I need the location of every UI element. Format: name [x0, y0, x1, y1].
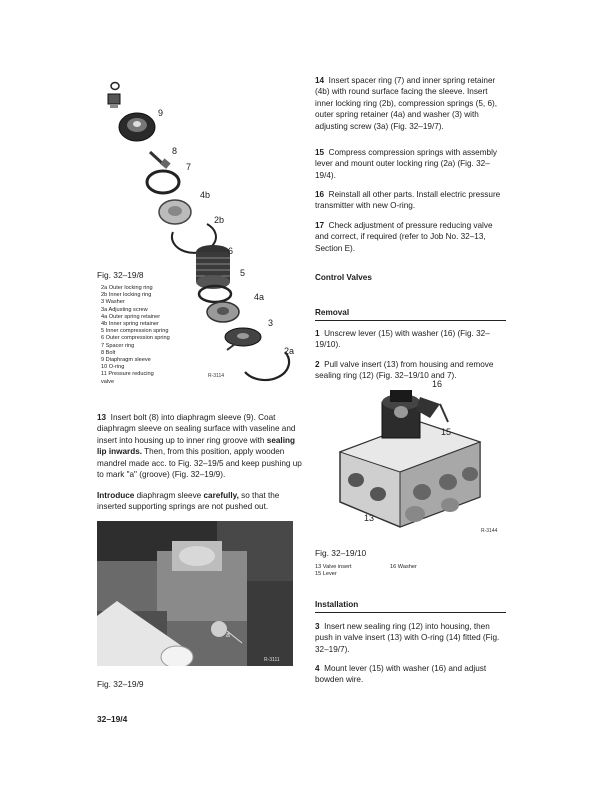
step-13-paragraph: 13 Insert bolt (8) into diaphragm sleeve (9). Coat diaphragm sleeve on sealing surface with vaseline and insert into housing up to inner ring groove with sealing lip inwards. Then, from this position, apply wooden mandrel made acc. to Fig. 32–19/5 and keep pushing up to mark "a" (groove) (Fig. 32–19/9).	[97, 413, 302, 480]
figure-legend-32-19-10-right: 16 Washer	[390, 564, 417, 570]
heading-installation: Installation	[315, 600, 359, 609]
control-valve-illustration	[330, 382, 498, 532]
heading-removal: Removal	[315, 308, 350, 317]
step-1-paragraph: 1 Unscrew lever (15) with washer (16) (Fig. 32–19/10).	[315, 329, 490, 350]
photo-id-r3114: R-3114	[208, 373, 225, 379]
photo-id-r3111: R-3111	[264, 657, 280, 663]
photo-valve-housing	[97, 521, 293, 666]
callout-8: 8	[172, 146, 178, 156]
callout-7: 7	[186, 162, 192, 172]
callout-16: 16	[432, 379, 443, 389]
step-16-paragraph: 16 Reinstall all other parts. Install electric pressure transmitter with new O-ring.	[315, 190, 501, 211]
figure-caption-32-19-9: Fig. 32–19/9	[97, 679, 144, 689]
callout-9: 9	[158, 108, 164, 118]
figure-caption-32-19-8: Fig. 32–19/8	[97, 270, 144, 280]
callout-a: a	[226, 632, 230, 639]
step-3-paragraph: 3 Insert new sealing ring (12) into housing, then push in valve insert (13) with O-ring (14) fitted (Fig. 32–19/7).	[315, 622, 500, 654]
callout-5: 5	[240, 268, 246, 278]
callout-15: 15	[441, 427, 452, 437]
figure-legend-32-19-8: 2a Outer locking ring 2b Inner locking ring 3 Washer 3a Adjusting screw 4a Outer spring retainer 4b Inner spring retainer 5 Inner compression spring 6 Outer compression spring 7 Spacer ring 8 Bolt 9 Diaphragm sleeve 10 O-ring 11 Pressure reducing valve	[101, 285, 170, 385]
step-2-paragraph: 2 Pull valve insert (13) from housing and remove sealing ring (12) (Fig. 32–19/10 and 7).	[315, 360, 494, 381]
callout-2b: 2b	[214, 215, 225, 225]
figure-caption-32-19-10: Fig. 32–19/10	[315, 548, 367, 558]
callout-4b: 4b	[200, 190, 211, 200]
step-4-paragraph: 4 Mount lever (15) with washer (16) and adjust bowden wire.	[315, 664, 487, 685]
callout-6: 6	[228, 246, 234, 256]
figure-legend-32-19-10: 13 Valve insert 15 Lever	[315, 564, 352, 578]
callout-3: 3	[268, 318, 274, 328]
callout-13: 13	[364, 513, 375, 523]
photo-id-r3144: R-3144	[481, 528, 498, 534]
introduce-paragraph: Introduce diaphragm sleeve carefully, so that the inserted supporting springs are not pushed out.	[97, 491, 280, 512]
installation-underline	[315, 612, 506, 613]
step-17-paragraph: 17 Check adjustment of pressure reducing valve and correct, if required (refer to Job No. 32–13, Section E).	[315, 221, 493, 253]
page-number: 32–19/4	[97, 714, 128, 724]
step-14-paragraph: 14 Insert spacer ring (7) and inner spring retainer (4b) with round surface facing the sleeve. Insert inner locking ring (2b), compression springs (5, 6), outer spring retainer (4a) and washer (3) with adjusting screw (3a) (Fig. 32–19/7).	[315, 76, 498, 131]
section-title-control-valves: Control Valves	[315, 273, 372, 282]
removal-underline	[315, 320, 506, 321]
step-15-paragraph: 15 Compress compression springs with assembly lever and mount outer locking ring (2a) (Fig. 32–19/4).	[315, 148, 498, 180]
callout-4a: 4a	[254, 292, 265, 302]
callout-2a: 2a	[284, 346, 295, 356]
